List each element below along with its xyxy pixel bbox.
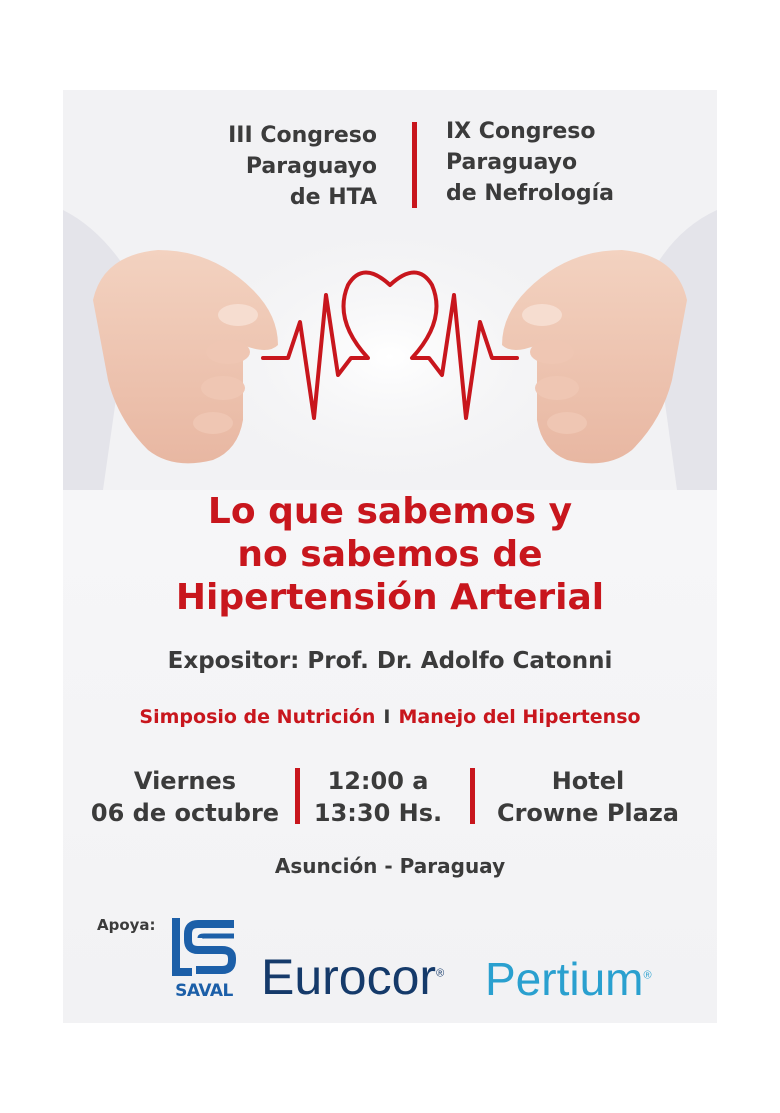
talk-title	[63, 490, 717, 619]
pertium-wordmark: Pertium	[485, 953, 644, 1005]
event-venue	[488, 765, 688, 829]
event-poster	[63, 90, 717, 1023]
congress-nephrology-header	[446, 116, 614, 209]
header-right-line: Paraguayo	[446, 150, 578, 175]
header-right-line: IX Congreso	[446, 119, 596, 144]
header-left-line: de HTA	[289, 185, 377, 210]
symposium-separator: I	[383, 706, 391, 728]
pertium-brand	[485, 952, 652, 1006]
time-start: 12:00 a	[327, 767, 429, 795]
header-left-line: III Congreso	[228, 123, 377, 148]
header-right-line: de Nefrología	[446, 181, 614, 206]
congress-hta-header	[228, 120, 377, 213]
eurocor-wordmark: Eurocor	[261, 949, 437, 1005]
venue-line: Crowne Plaza	[496, 799, 679, 827]
title-line: Lo que sabemos y	[207, 491, 573, 532]
venue-line: Hotel	[551, 767, 625, 795]
symposium-name: Simposio de Nutrición	[139, 706, 376, 728]
registered-mark: ®	[436, 967, 445, 980]
event-time	[313, 765, 443, 829]
header-left-line: Paraguayo	[245, 154, 377, 179]
symposium-line	[63, 706, 717, 728]
event-date	[90, 765, 280, 829]
header-divider	[412, 122, 417, 208]
hands-heart-illustration	[63, 90, 717, 490]
saval-wordmark: SAVAL	[175, 981, 233, 1001]
event-location: Asunción - Paraguay	[274, 854, 506, 878]
sponsor-label: Apoya:	[97, 916, 156, 934]
details-divider	[470, 768, 475, 824]
eurocor-brand	[261, 948, 444, 1006]
time-end: 13:30 Hs.	[313, 799, 443, 827]
symposium-topic: Manejo del Hipertenso	[398, 706, 641, 728]
speaker-line: Expositor: Prof. Dr. Adolfo Catonni	[167, 648, 613, 674]
details-divider	[295, 768, 300, 824]
title-line: no sabemos de	[237, 534, 543, 575]
title-line: Hipertensión Arterial	[175, 577, 605, 618]
registered-mark: ®	[643, 969, 652, 982]
date-day: Viernes	[133, 767, 237, 795]
date-full: 06 de octubre	[90, 799, 280, 827]
